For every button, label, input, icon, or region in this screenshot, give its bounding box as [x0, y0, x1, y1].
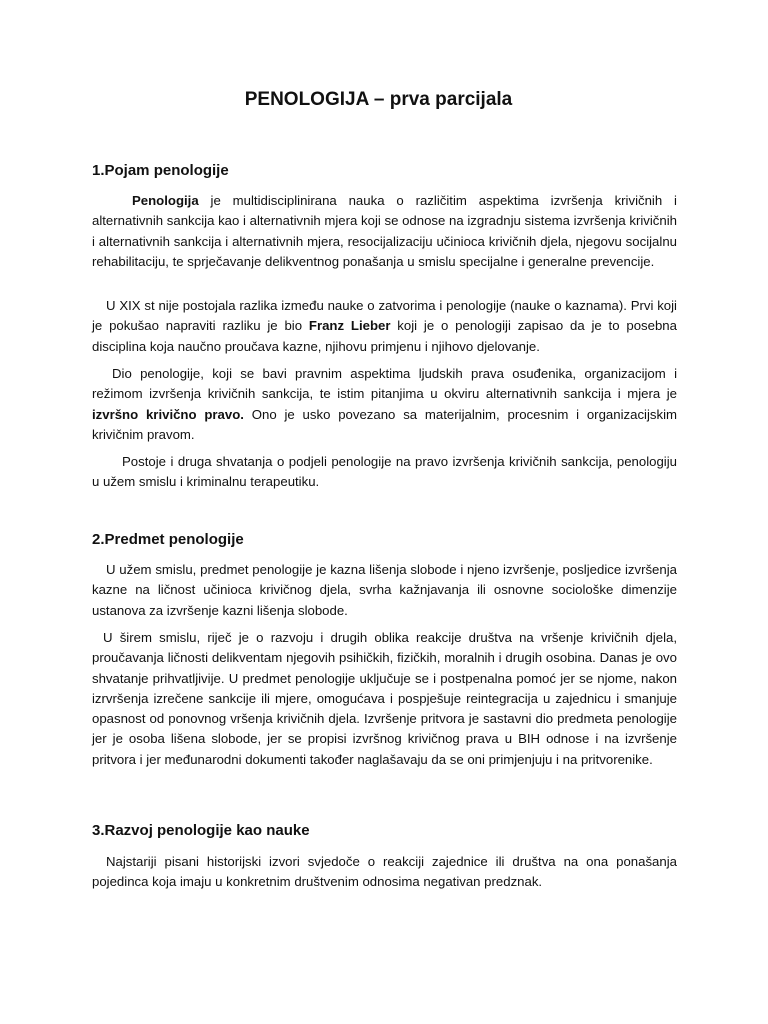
section-heading-razvoj: 3.Razvoj penologije kao nauke — [92, 822, 310, 839]
paragraph-penologija-definition — [92, 191, 677, 272]
document-title-text: PENOLOGIJA – prva parcijala — [244, 89, 513, 110]
paragraph-uzem-smislu: U užem smislu, predmet penologije je kazna lišenja slobode i njeno izvršenje, posljedice izvršenja kazne na ličnost učinioca krivičnog djela, svrha kažnjavanja ili osnovne sociološke dimenzije ustanova za izvršenje kazni lišenja slobode. — [92, 562, 677, 618]
paragraph-text: Dio penologije, koji se bavi pravnim aspektima ljudskih prava osuđenika, organizacijom i režimom izvršenja krivičnih sankcija, te istim pitanjima u okviru alternativnih sankcija i mjera je — [92, 366, 677, 402]
paragraph-history-xix — [92, 296, 677, 357]
paragraph-text: U XIX st nije postojala razlika između nauke o zatvorima i penologije (nauke o kaznama). Prvi koji je pokušao napraviti razliku je bio — [92, 298, 677, 334]
paragraph-podjela: Postoje i druga shvatanja o podjeli penologije na pravo izvršenja krivičnih sankcija, penologiju u užem smislu i kriminalnu terapeutiku. — [92, 454, 677, 490]
document-title — [92, 86, 677, 114]
paragraph-najstariji-izvori: Najstariji pisani historijski izvori svjedoče o reakciji zajednice ili društva na ona ponašanja pojedinca koja imaju u konkretnim društvenim odnosima negativan predznak. — [92, 854, 677, 890]
section-heading-predmet: 2.Predmet penologije — [92, 531, 244, 548]
paragraph-sirem-smislu: U širem smislu, riječ je o razvoju i drugih oblika reakcije društva na vršenje krivičnih djela, proučavanja ličnosti delikventam njegovih psihičkih, fizičkih, moralnih i drugih osobina. Danas je ovo shvatanje prihvatljivije. U predmet penologije uključuje se i postpenalna pomoć jer se njome, nakon izrvršenja izrečene sankcije ili mjere, omogućava i pospješuje reintegracija u zajednicu i smanjuje opasnost od ponovnog vršenja krivičnih djela. Izvršenje pritvora je sastavni dio predmeta penologije jer je osoba lišena slobode, jer se propisi izvršnog krivičnog prava u BIH odnose i na izvršenje pritvora i jer međunarodni dokumenti također naglašavaju da se oni primjenjuju i na pritvorenike. — [92, 630, 677, 767]
paragraph-izvrsno-pravo — [92, 364, 677, 445]
paragraph-text: koji je o penologiji zapisao da je to posebna disciplina koja naučno proučava kazne, njihovu primjenu i njihovo djelovanje. — [92, 318, 677, 354]
paragraph-text: Ono je usko povezano sa materijalnim, procesnim i organizacijskim krivičnim pravom. — [92, 406, 677, 442]
paragraph-text: je multidisciplinirana nauka o različitim aspektima izvršenja krivičnih i alternativnih sankcija kao i alternativnih mjera koji se odnose na izgradnju sistema izvršenja krivičnih i alternativnih sankcija i alternativnih mjera, resocijalizaciju učinioca krivičnih djela, njegovu socijalnu rehabilitaciju, te sprječavanje delikventnog ponašanja u smislu specijalne i generalne prevencije. — [92, 193, 677, 269]
section-heading-pojam: 1.Pojam penologije — [92, 162, 229, 179]
term-penologija: Penologija — [132, 193, 199, 208]
term-izvrsno-krivicno-pravo: izvršno krivično pravo. — [92, 406, 244, 422]
term-franz-lieber: Franz Lieber — [308, 318, 391, 334]
